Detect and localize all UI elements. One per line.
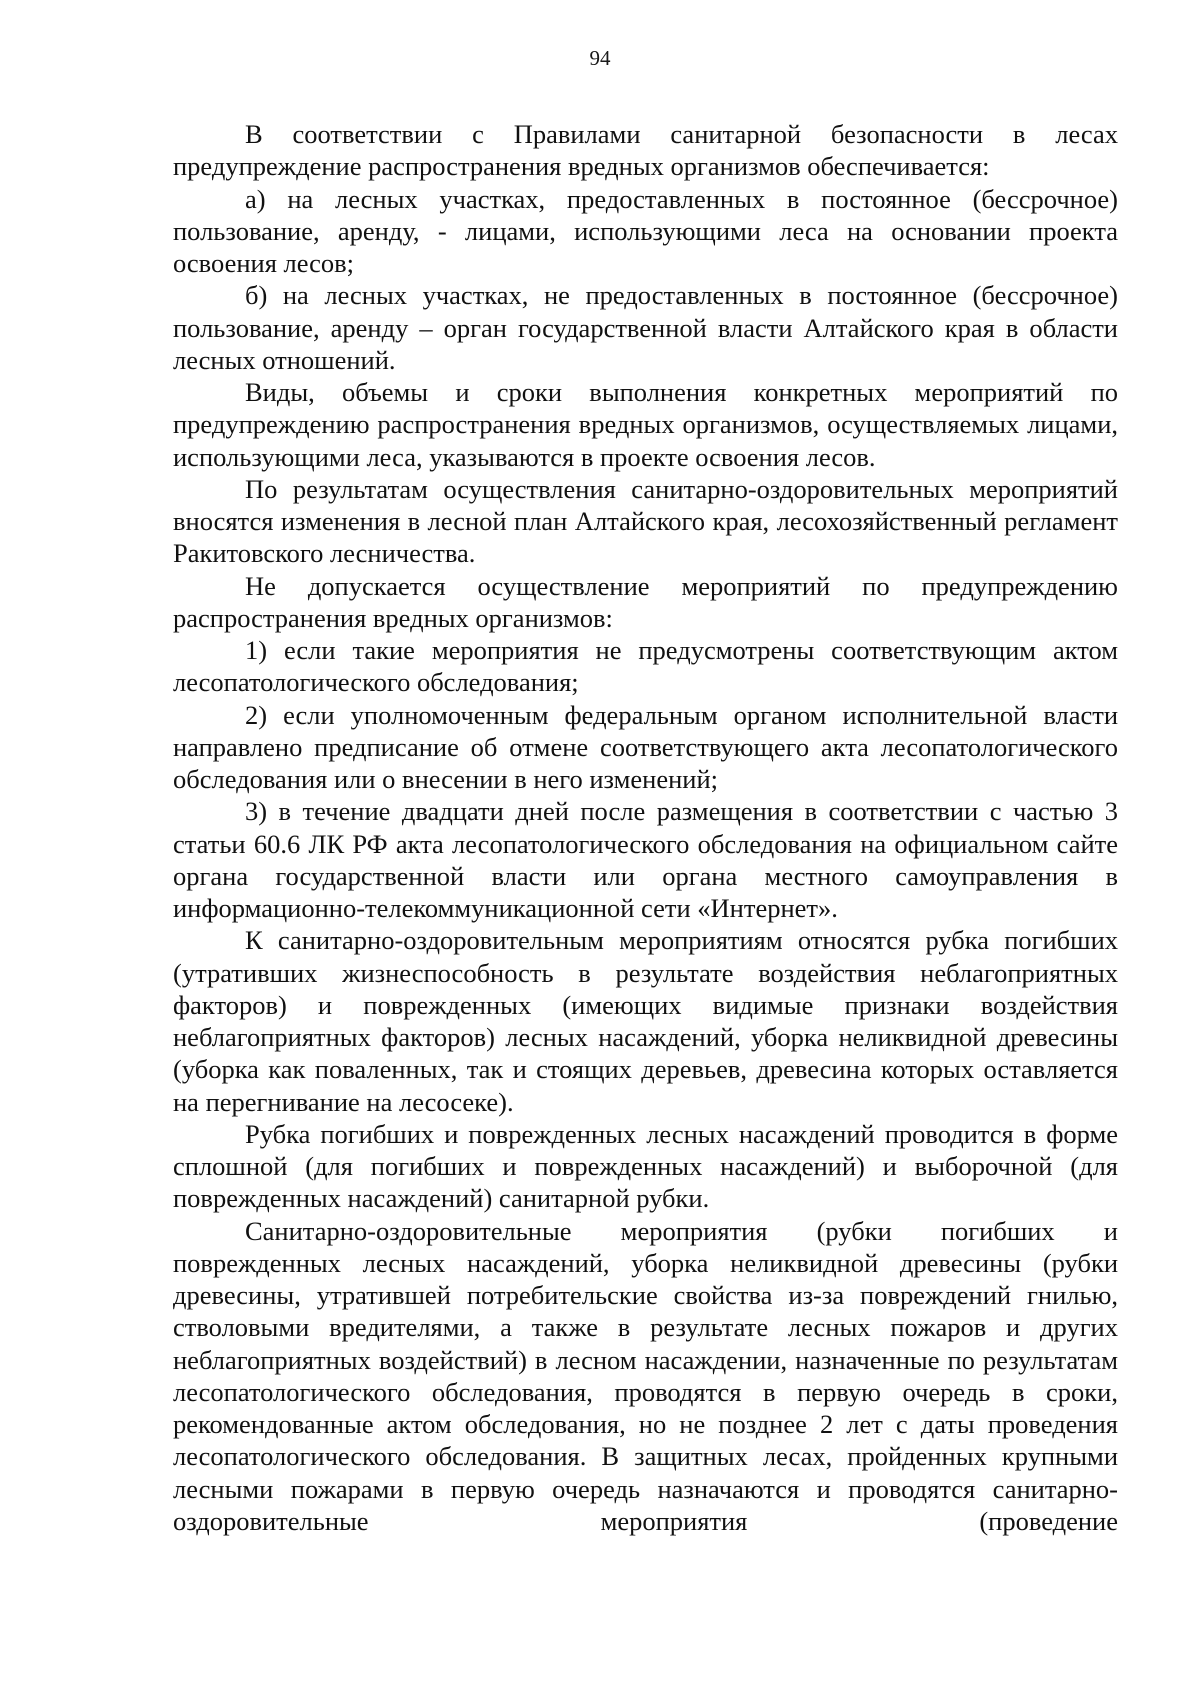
page-number: 94 [589,46,611,70]
paragraph: Виды, объемы и сроки выполнения конкретных мероприятий по предупреждению распространения вредных организмов, осуществляемых лицами, использующими леса, указываются в проекте освоения лесов. [173,377,1118,472]
paragraph: Санитарно-оздоровительные мероприятия (рубки погибших и поврежденных лесных насаждений, уборка неликвидной древесины (рубки древесины, утратившей потребительские свойства из-за повреждений гнилью, стволовыми вредителями, а также в результате лесных пожаров и других неблагоприятных воздействий) в лесном насаждении, назначенные по результатам лесопатологического обследования, проводятся в первую очередь в сроки, рекомендованные актом обследования, но не позднее 2 лет с даты проведения лесопатологического обследования. В защитных лесах, пройденных крупными лесными пожарами в первую очередь назначаются и проводятся санитарно-оздоровительные мероприятия (проведение [173,1215,1118,1536]
paragraph: а) на лесных участках, предоставленных в постоянное (бессрочное) пользование, аренду, - лицами, использующими леса на основании проекта освоения лесов; [173,183,1118,278]
paragraph: Не допускается осуществление мероприятий по предупреждению распространения вредных организмов: [173,570,1118,633]
paragraph: 2) если уполномоченным федеральным органом исполнительной власти направлено предписание об отмене соответствующего акта лесопатологического обследования или о внесении в него изменений; [173,699,1118,794]
paragraph: В соответствии с Правилами санитарной безопасности в лесах предупреждение распространения вредных организмов обеспечивается: [173,119,1118,182]
paragraph: Рубка погибших и поврежденных лесных насаждений проводится в форме сплошной (для погибших и поврежденных насаждений) и выборочной (для поврежденных насаждений) санитарной рубки. [173,1118,1118,1214]
paragraph: б) на лесных участках, не предоставленных в постоянное (бессрочное) пользование, аренду – орган государственной власти Алтайского края в области лесных отношений. [173,280,1118,375]
paragraph: 3) в течение двадцати дней после размещения в соответствии с частью 3 статьи 60.6 ЛК РФ акта лесопатологического обследования на официальном сайте органа государственной власти или органа местного самоуправления в информационно-телекоммуникационной сети «Интернет». [173,796,1118,923]
document-body [173,118,1118,1537]
paragraph: По результатам осуществления санитарно-оздоровительных мероприятий вносятся изменения в лесной план Алтайского края, лесохозяйственный регламент Ракитовского лесничества. [173,473,1118,569]
paragraph: 1) если такие мероприятия не предусмотрены соответствующим актом лесопатологического обследования; [173,635,1118,698]
paragraph: К санитарно-оздоровительным мероприятиям относятся рубка погибших (утративших жизнеспособность в результате воздействия неблагоприятных факторов) и поврежденных (имеющих видимые признаки воздействия неблагоприятных факторов) лесных насаждений, уборка неликвидной древесины (уборка как поваленных, так и стоящих деревьев, древесина которых оставляется на перегнивание на лесосеке). [173,925,1118,1117]
